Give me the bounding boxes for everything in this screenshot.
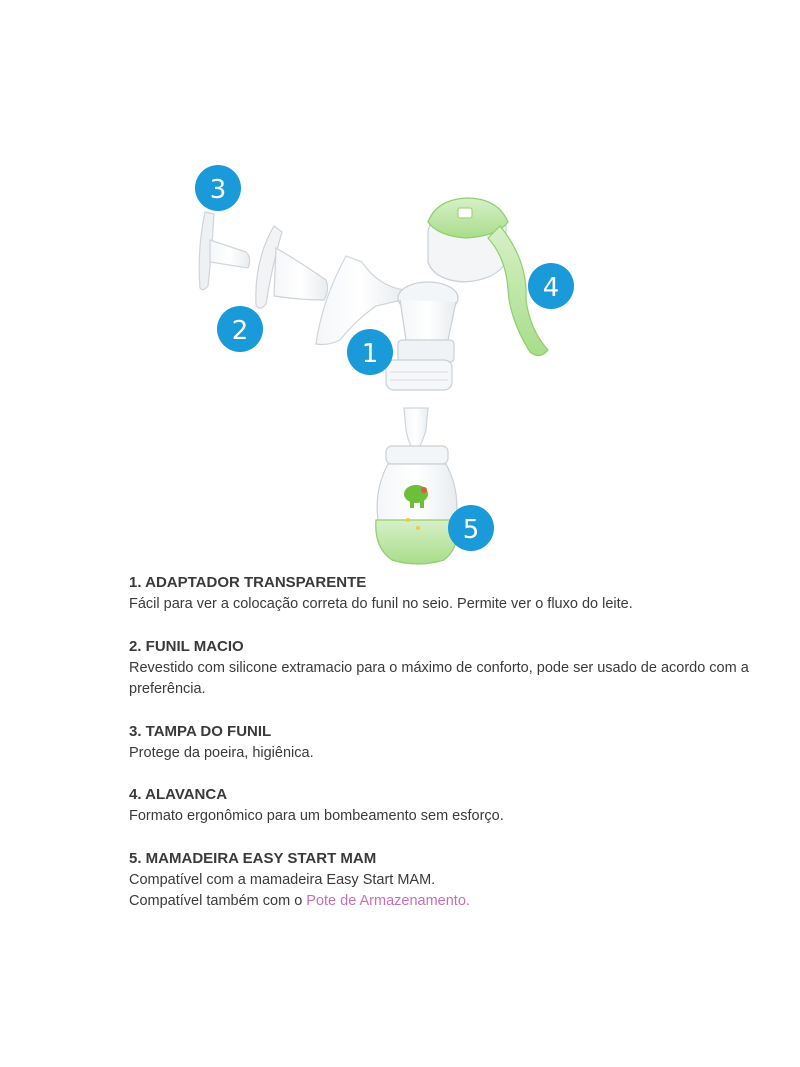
badge-5: [448, 505, 494, 551]
adapter-part: [316, 256, 458, 390]
funnel-cap-part: [199, 212, 249, 290]
feature-description: Fácil para ver a colocação correta do funil no seio. Permite ver o fluxo do leite.: [129, 596, 633, 612]
svg-text:3: 3: [209, 175, 227, 205]
feature-title: 3. TAMPA DO FUNIL: [129, 722, 272, 740]
compat-text: Compatível também com o: [129, 893, 307, 909]
bottle-part: [376, 446, 458, 564]
storage-pot-link[interactable]: Pote de Armazenamento.: [306, 893, 470, 909]
valve-part: [404, 408, 428, 450]
feature-adapter: [129, 572, 749, 616]
svg-text:2: 2: [231, 316, 249, 346]
feature-title: 5. MAMADEIRA EASY START MAM: [129, 849, 377, 867]
feature-bottle: [129, 848, 749, 913]
feature-title: 1. ADAPTADOR TRANSPARENTE: [129, 574, 367, 591]
badge-2: [217, 306, 263, 352]
feature-title: 2. FUNIL MACIO: [129, 637, 244, 655]
badge-1: [347, 329, 393, 375]
feature-description: Protege da poeira, higiênica.: [129, 744, 314, 761]
svg-text:4: 4: [542, 273, 560, 303]
feature-funnel-cap: [129, 721, 749, 765]
feature-lever: [129, 784, 749, 828]
badge-4: [528, 263, 574, 309]
feature-title: 4. ALAVANCA: [129, 786, 228, 803]
svg-text:1: 1: [361, 339, 379, 369]
feature-description: Compatível com a mamadeira Easy Start MAM.: [129, 871, 436, 888]
svg-text:5: 5: [462, 515, 480, 545]
feature-description: Formato ergonômico para um bombeamento sem esforço.: [129, 808, 504, 824]
badge-3: [195, 165, 241, 211]
feature-list: [129, 572, 749, 933]
feature-description: Revestido com silicone extramacio para o máximo de conforto, pode ser usado de acordo com a preferência.: [129, 659, 749, 697]
feature-description-compat: [129, 891, 749, 913]
feature-soft-funnel: [129, 636, 749, 701]
soft-funnel-part: [256, 226, 328, 308]
